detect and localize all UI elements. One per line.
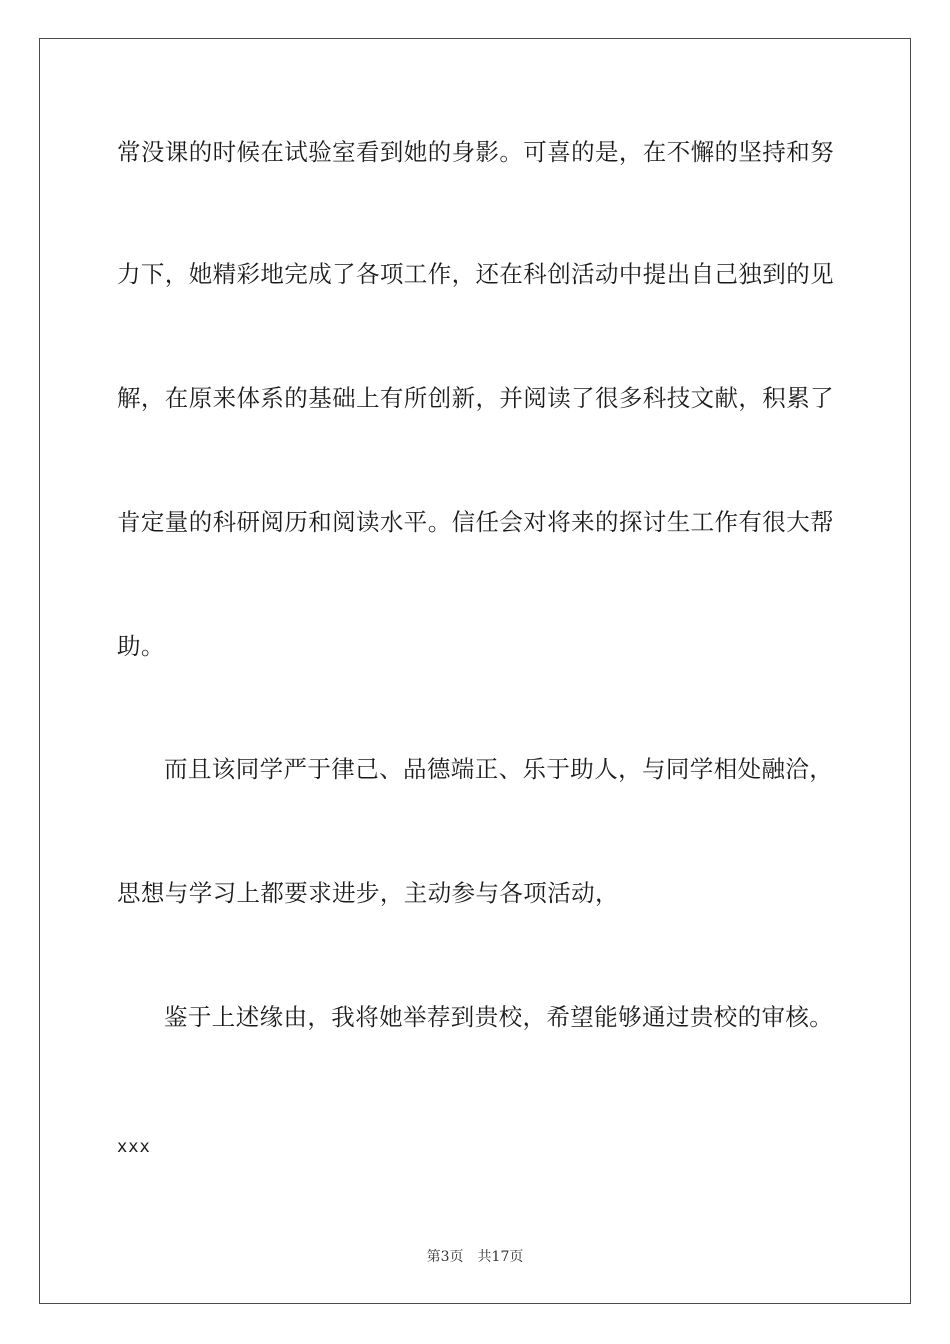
- paragraph-line-6: 而且该同学严于律己、品德端正、乐于助人，与同学相处融洽，: [164, 755, 834, 783]
- signature: xxx: [117, 1137, 151, 1157]
- page-number: 第3页: [426, 1249, 464, 1265]
- paragraph-line-5: 助。: [117, 632, 165, 660]
- paragraph-line-3: 解，在原来体系的基础上有所创新，并阅读了很多科技文献，积累了: [117, 384, 834, 412]
- paragraph-line-2: 力下，她精彩地完成了各项工作，还在科创活动中提出自己独到的见: [117, 260, 834, 288]
- paragraph-line-4: 肯定量的科研阅历和阅读水平。信任会对将来的探讨生工作有很大帮: [117, 508, 834, 536]
- paragraph-line-1: 常没课的时候在试验室看到她的身影。可喜的是，在不懈的坚持和努: [117, 138, 834, 166]
- page-footer: [0, 1248, 950, 1266]
- paragraph-line-8: 鉴于上述缘由，我将她举荐到贵校，希望能够通过贵校的审核。: [164, 1003, 834, 1031]
- page-total: 共17页: [477, 1249, 524, 1265]
- page-frame: [39, 38, 911, 1304]
- paragraph-line-7: 思想与学习上都要求进步，主动参与各项活动，: [117, 879, 619, 907]
